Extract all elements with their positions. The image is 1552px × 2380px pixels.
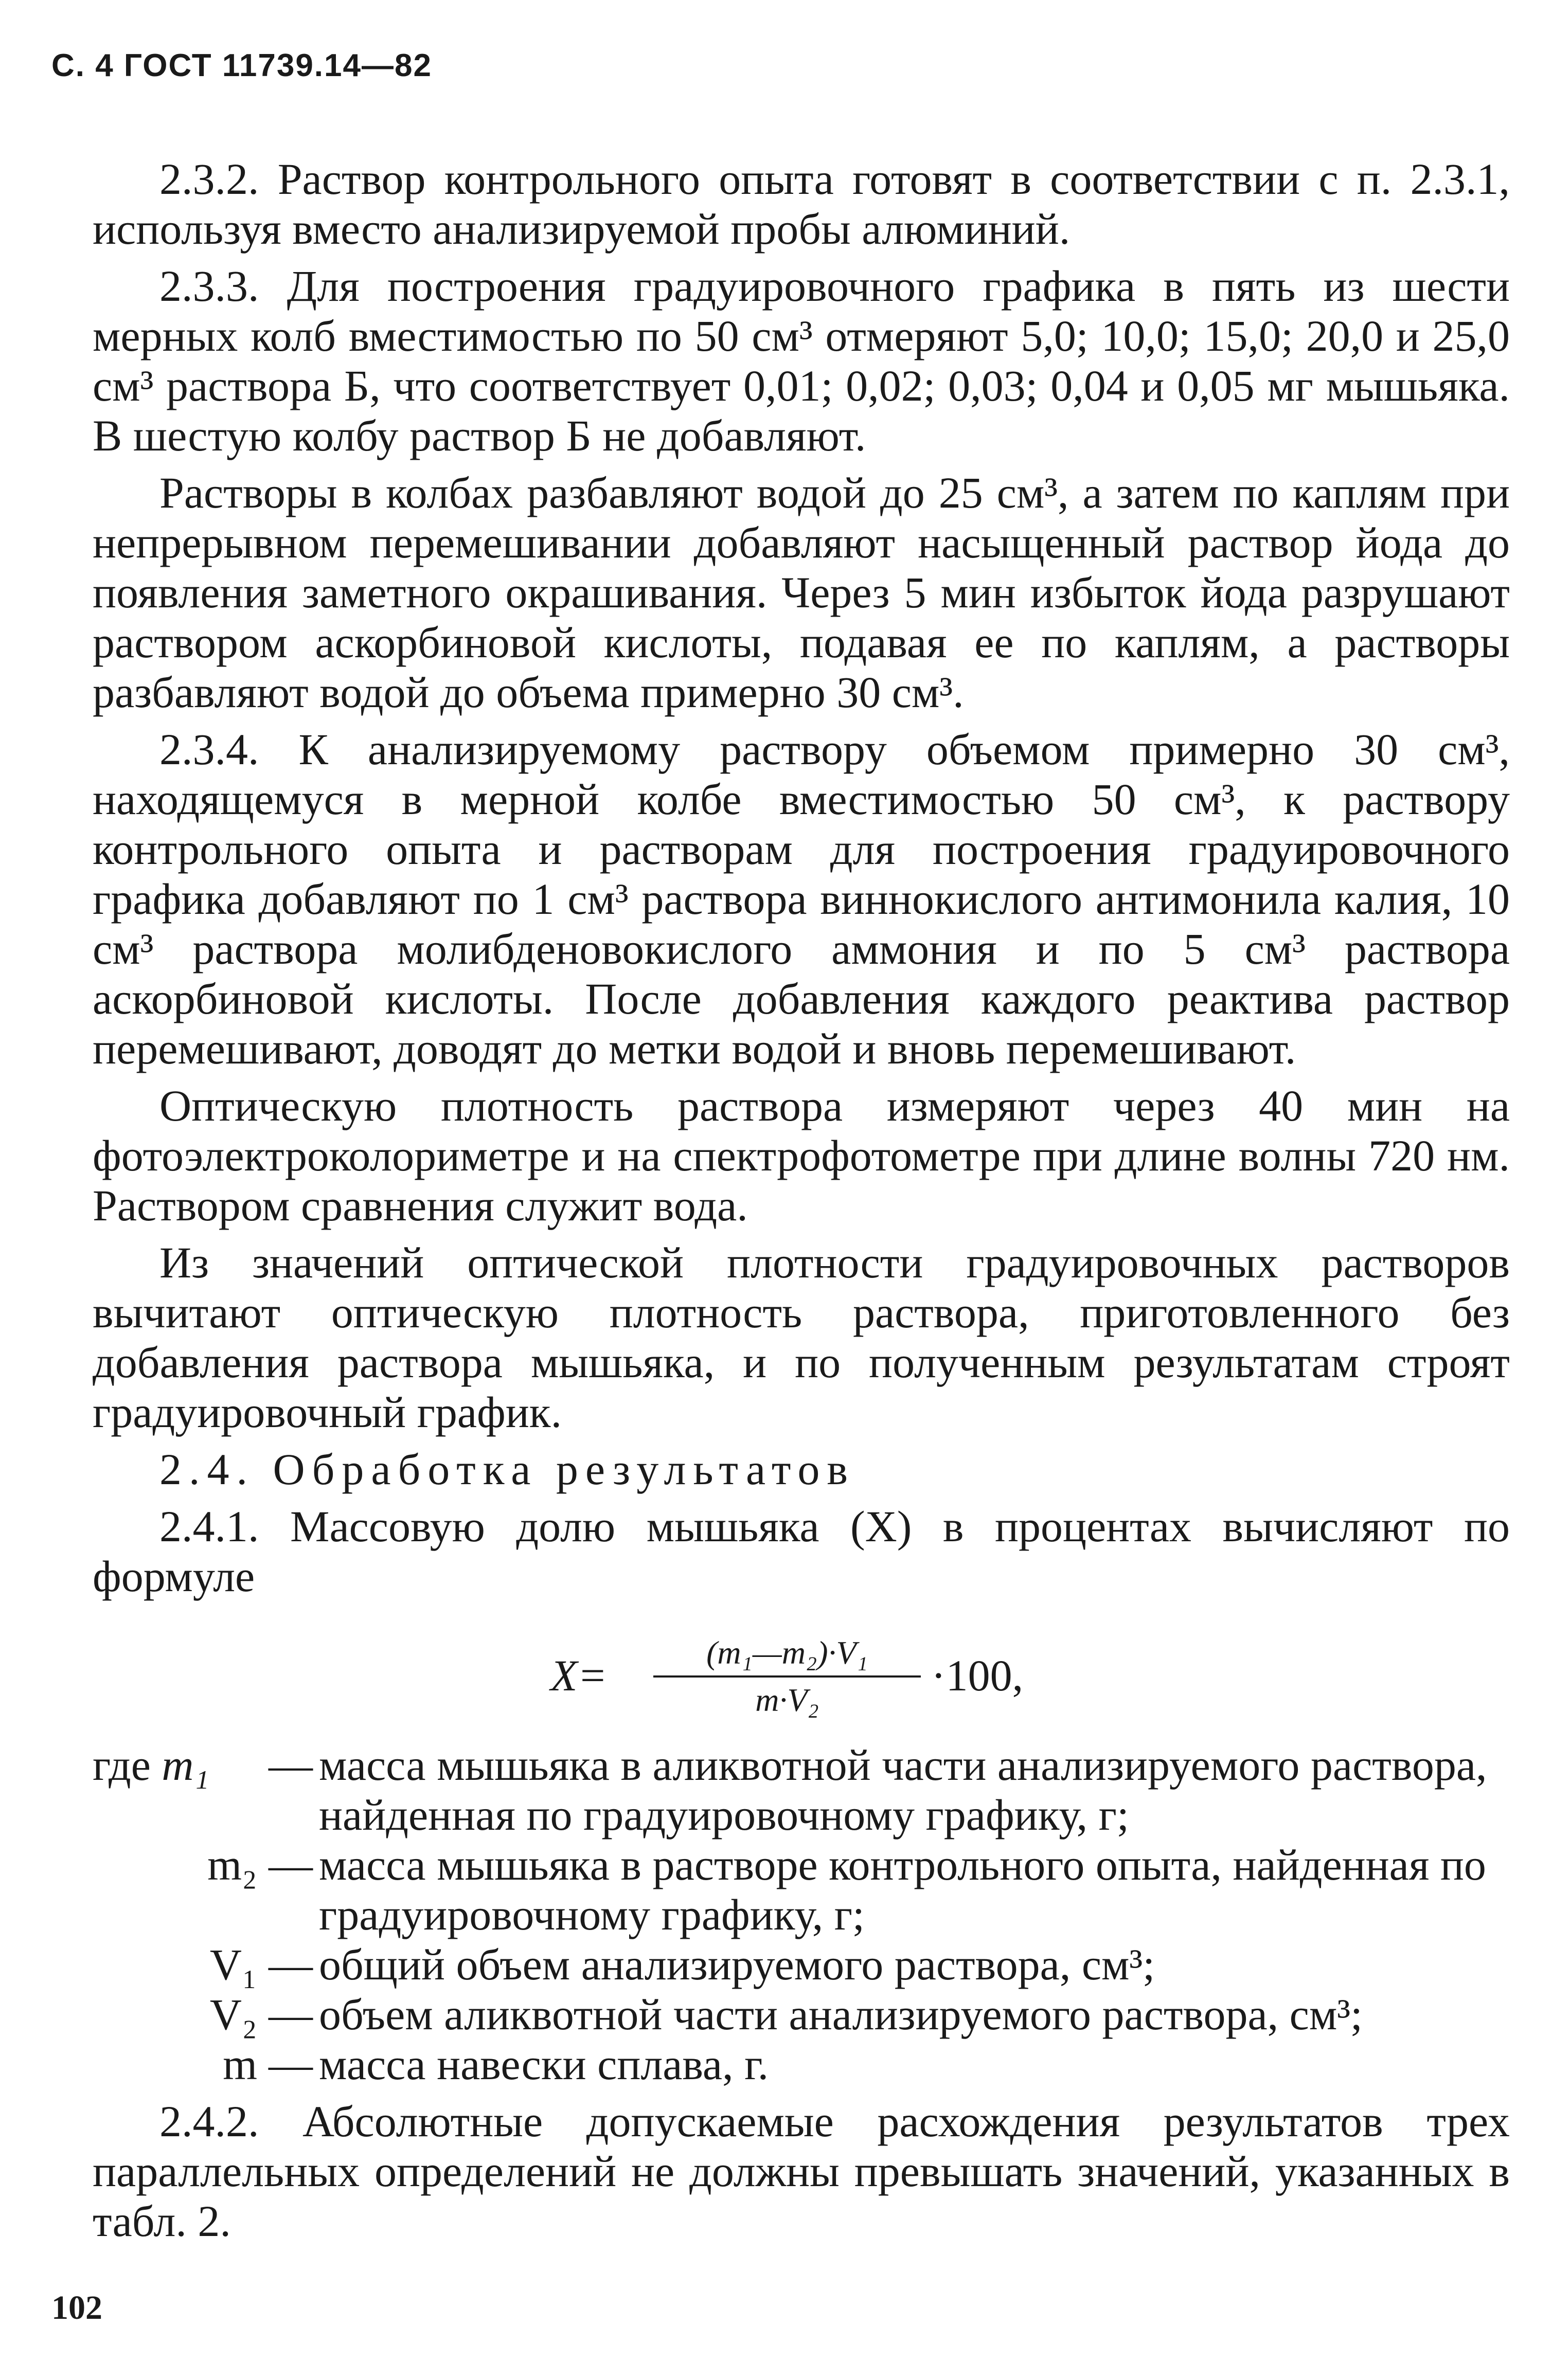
formula-lhs: X=: [550, 1651, 608, 1700]
paragraph-2-4-2: 2.4.2. Абсолютные допускаемые расхождения результатов трех параллельных определений не должны превышать значений, указанных в табл. 2.: [93, 2097, 1510, 2246]
definition-text: объем аликвотной части анализируемого раствора, см³;: [319, 1990, 1363, 2039]
definition-symbol: m: [223, 2040, 257, 2089]
formula-fraction: [653, 1632, 921, 1721]
definition-row: [93, 2040, 1510, 2089]
definition-dash: —: [269, 2040, 313, 2089]
formula-intro: 2.4.1. Массовую долю мышьяка (X) в процентах вычисляют по формуле: [93, 1502, 1510, 1601]
definition-row: [93, 1990, 1510, 2040]
page-number: 102: [51, 2289, 102, 2327]
paragraph-2-3-2: 2.3.2. Раствор контрольного опыта готовят в соответствии с п. 2.3.1, используя вместо анализируемой пробы алюминий.: [93, 154, 1510, 254]
definition-symbol: V₁: [209, 1940, 257, 1989]
definition-dash: —: [269, 1940, 313, 1989]
paragraph-calibration: Из значений оптической плотности градуировочных растворов вычитают оптическую плотность раствора, приготовленного без добавления раствора мышьяка, и по полученным результатам строят градуировочный график.: [93, 1238, 1510, 1437]
formula-denominator: m·V₂: [755, 1682, 819, 1718]
mass-fraction-formula: [93, 1632, 1510, 1718]
definition-text: масса мышьяка в аликвотной части анализируемого раствора, найденная по градуировочному графику, г;: [319, 1740, 1487, 1840]
definition-row: [93, 1740, 1510, 1840]
formula-rhs: ·100,: [931, 1651, 1024, 1700]
page-header: С. 4 ГОСТ 11739.14—82: [51, 48, 432, 83]
paragraph-dilution: Растворы в колбах разбавляют водой до 25 см³, а затем по каплям при непрерывном перемешивании добавляют насыщенный раствор йода до появления заметного окрашивания. Через 5 мин избыток йода разрушают раствором аскорбиновой кислоты, подавая ее по каплям, а растворы разбавляют водой до объема примерно 30 см³.: [93, 468, 1510, 717]
formula-numerator: (m₁—m₂)·V₁: [706, 1634, 868, 1671]
definition-symbol: V₂: [209, 1990, 257, 2039]
fraction-bar: [653, 1675, 921, 1678]
definition-dash: —: [269, 1840, 313, 1889]
page-content: [93, 154, 1510, 2246]
definition-row: [93, 1940, 1510, 1990]
definition-text: масса мышьяка в растворе контрольного опыта, найденная по градуировочному графику, г;: [319, 1840, 1486, 1939]
where-word: где: [93, 1740, 151, 1790]
section-heading: 2.4. Обработка результатов: [159, 1445, 855, 1494]
definition-dash: —: [269, 1990, 313, 2039]
paragraph-2-3-4: 2.3.4. К анализируемому раствору объемом примерно 30 см³, находящемуся в мерной колбе вместимостью 50 см³, к раствору контрольного опыта и растворам для построения градуировочного графика добавляют по 1 см³ раствора виннокислого антимонила калия, 10 см³ раствора молибденовокислого аммония и по 5 см³ раствора аскорбиновой кислоты. После добавления каждого реактива раствор перемешивают, доводят до метки водой и вновь перемешивают.: [93, 725, 1510, 1073]
definition-text: масса навески сплава, г.: [319, 2040, 769, 2089]
variable-definitions: [93, 1740, 1510, 2089]
definition-row: [93, 1840, 1510, 1940]
definition-text: общий объем анализируемого раствора, см³;: [319, 1940, 1155, 1989]
definition-symbol: m₁: [162, 1740, 209, 1790]
paragraph-optical-density: Оптическую плотность раствора измеряют через 40 мин на фотоэлектроколориметре и на спектрофотометре при длине волны 720 нм. Раствором сравнения служит вода.: [93, 1081, 1510, 1230]
definition-dash: —: [269, 1740, 313, 1790]
definition-symbol: m₂: [207, 1840, 257, 1889]
paragraph-2-3-3: 2.3.3. Для построения градуировочного графика в пять из шести мерных колб вместимостью по 50 см³ отмеряют 5,0; 10,0; 15,0; 20,0 и 25,0 см³ раствора Б, что соответствует 0,01; 0,02; 0,03; 0,04 и 0,05 мг мышьяка. В шестую колбу раствор Б не добавляют.: [93, 261, 1510, 460]
